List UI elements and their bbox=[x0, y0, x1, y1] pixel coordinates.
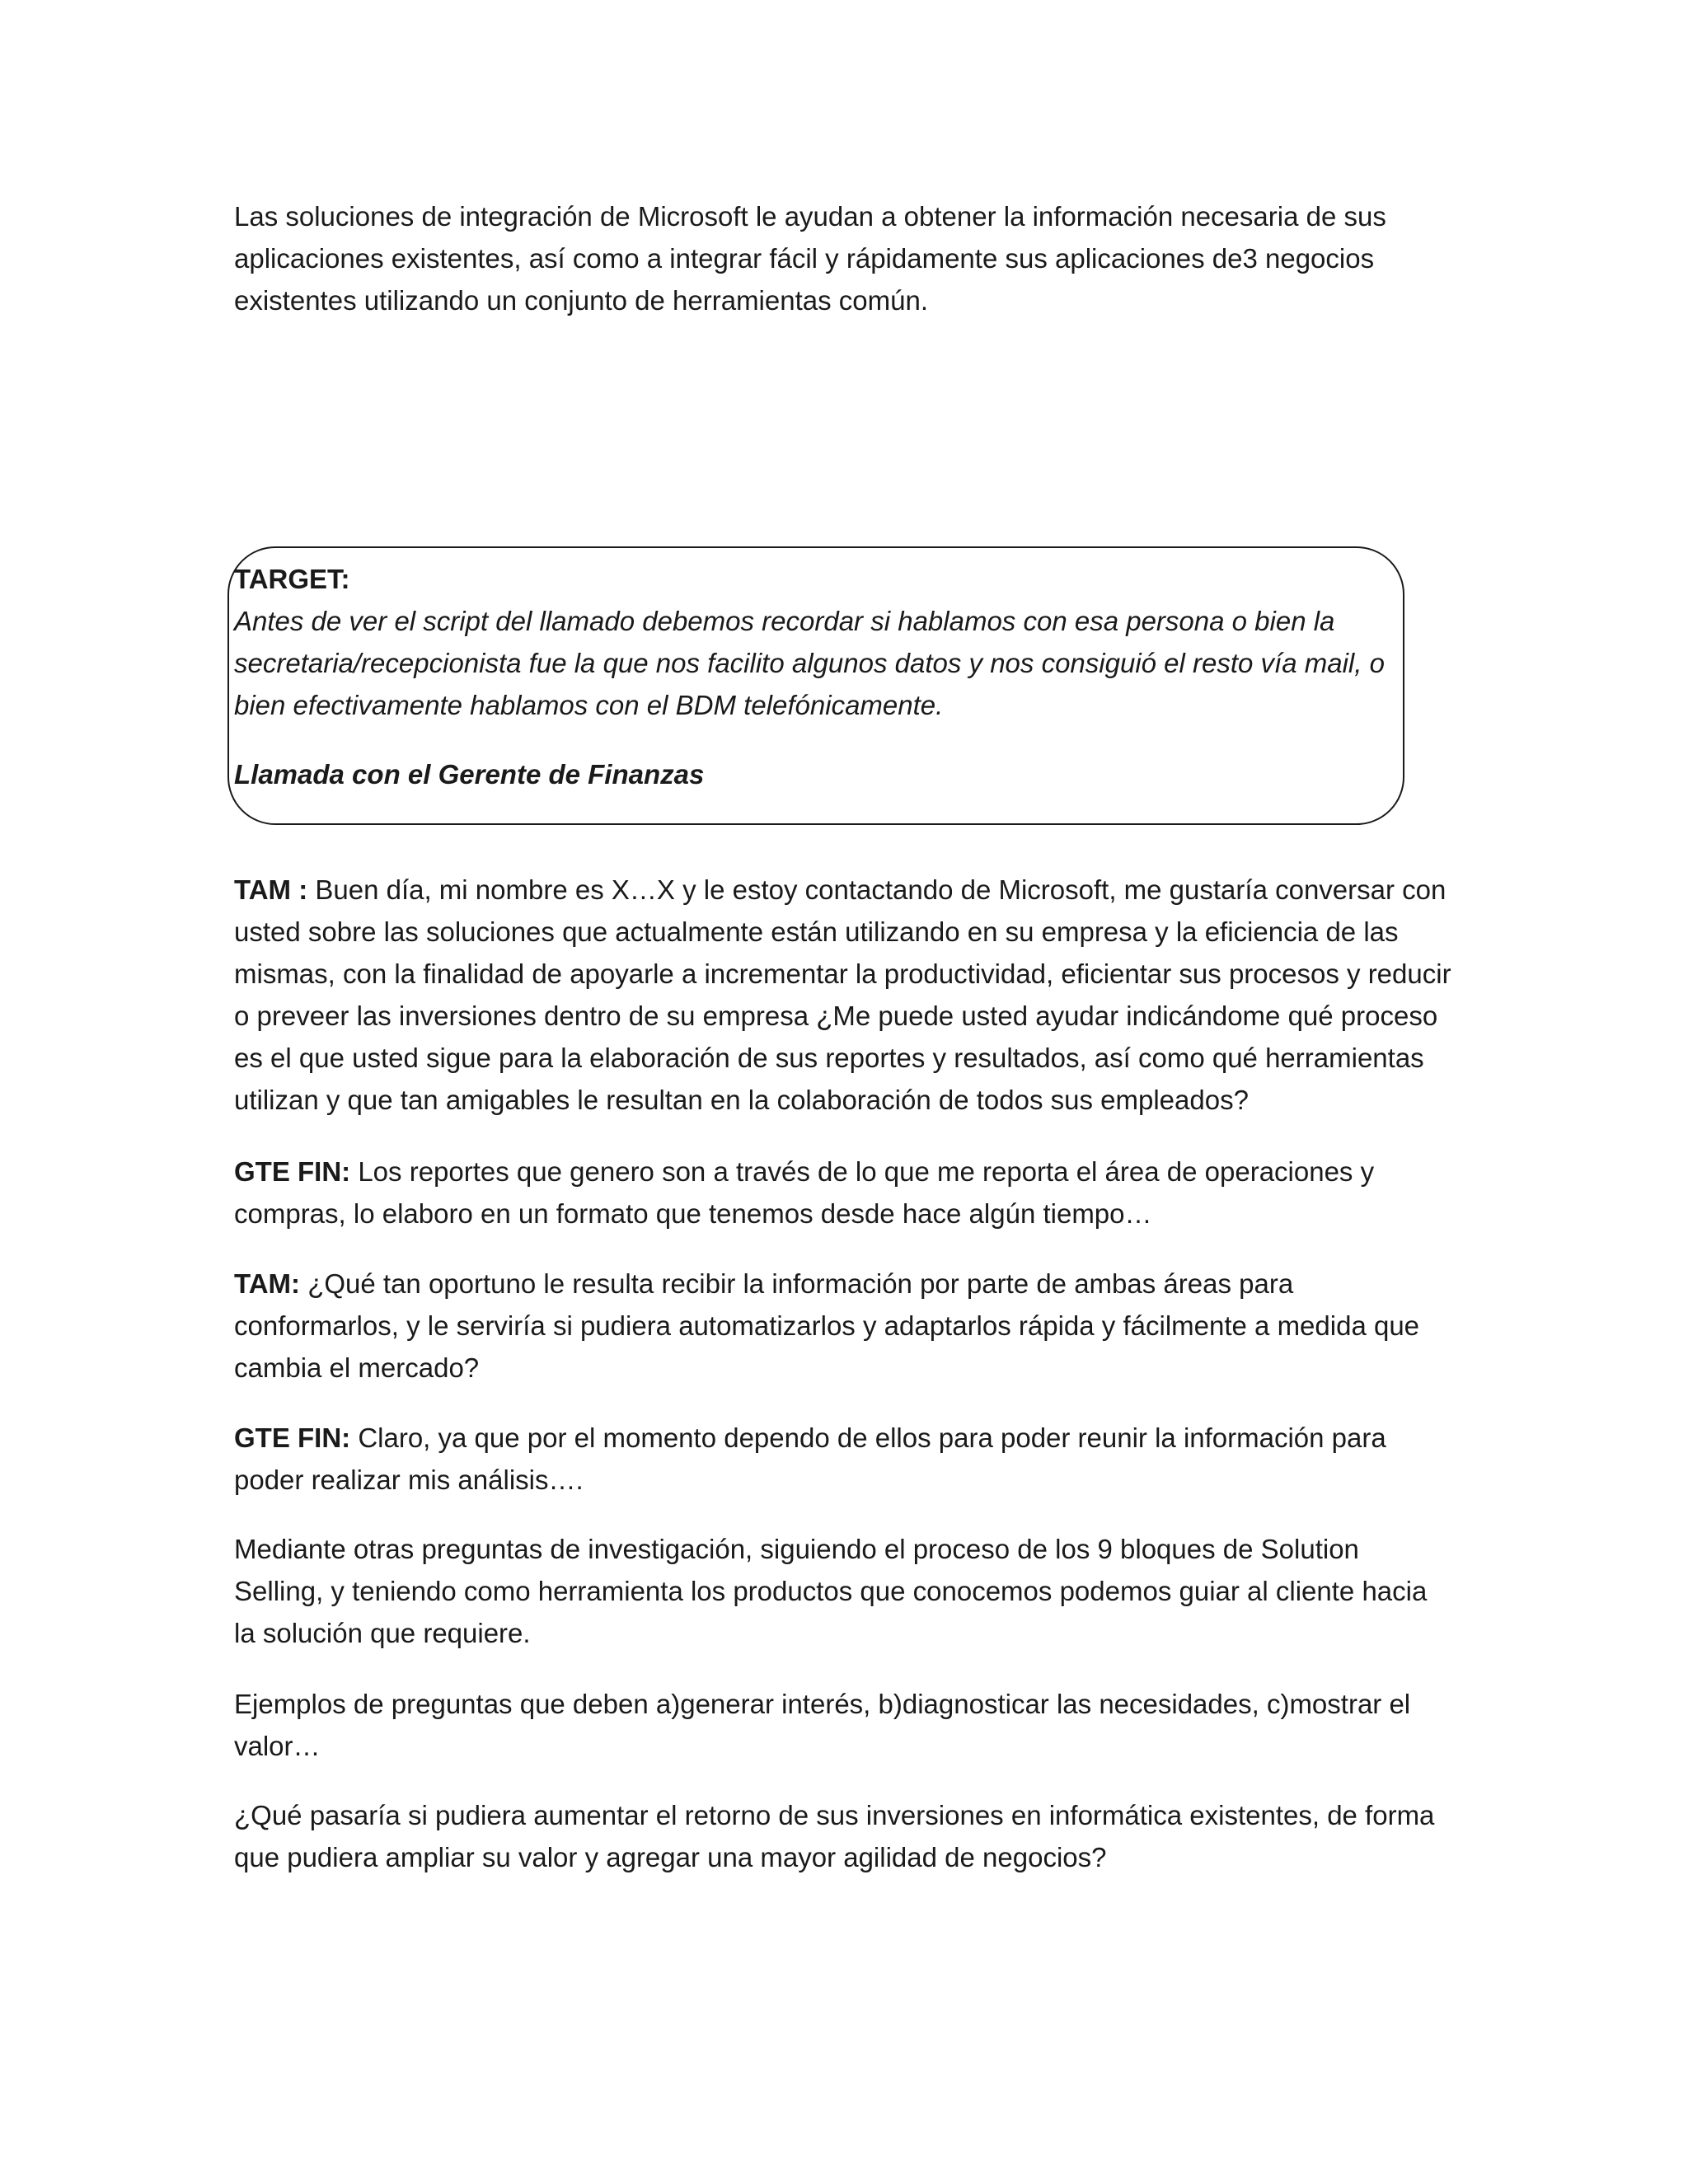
dialogue-text: Buen día, mi nombre es X…X y le estoy contactando de Microsoft, me gustaría conversar con usted sobre las soluciones que actualmente están utilizando en su empresa y la eficiencia de las mismas, con la finalidad de apoyarle a incrementar la productividad, eficientar sus procesos y reducir o preveer las inversiones dentro de su empresa ¿Me puede usted ayudar indicándome qué proceso es el que usted sigue para la elaboración de sus reportes y resultados, así como qué herramientas utilizan y que tan amigables le resultan en la colaboración de todos sus empleados? bbox=[234, 874, 1451, 1115]
closing-paragraph-3: ¿Qué pasaría si pudiera aumentar el retorno de sus inversiones en informática existentes, de forma que pudiera ampliar su valor y agregar una mayor agilidad de negocios? bbox=[234, 1800, 1435, 1872]
call-title: Llamada con el Gerente de Finanzas bbox=[234, 759, 705, 790]
closing-paragraph-1: Mediante otras preguntas de investigación, siguiendo el proceso de los 9 bloques de Solution Selling, y teniendo como herramienta los productos que conocemos podemos guiar al cliente hacia la solución que requiere. bbox=[234, 1534, 1428, 1648]
dialogue-line-tam-2 bbox=[234, 1263, 1454, 1389]
intro-paragraph: Las soluciones de integración de Microsoft le ayudan a obtener la información necesaria de sus aplicaciones existentes, así como a integrar fácil y rápidamente sus aplicaciones de3 negocios existentes utilizando un conjunto de herramientas común. bbox=[234, 201, 1386, 316]
speaker-label: GTE FIN: bbox=[234, 1156, 351, 1187]
target-label: TARGET: bbox=[234, 564, 350, 594]
dialogue-line-gte-1 bbox=[234, 1151, 1454, 1235]
dialogue-line-tam-1 bbox=[234, 869, 1454, 1121]
dialogue-line-gte-2 bbox=[234, 1417, 1454, 1501]
speaker-label: GTE FIN: bbox=[234, 1422, 351, 1453]
speaker-label: TAM : bbox=[234, 874, 308, 905]
dialogue-text: ¿Qué tan oportuno le resulta recibir la información por parte de ambas áreas para conformarlos, y le serviría si pudiera automatizarlos y adaptarlos rápida y fácilmente a medida que cambia el mercado? bbox=[234, 1268, 1420, 1383]
dialogue-text: Los reportes que genero son a través de lo que me reporta el área de operaciones y compras, lo elaboro en un formato que tenemos desde hace algún tiempo… bbox=[234, 1156, 1375, 1229]
closing-paragraph-2: Ejemplos de preguntas que deben a)generar interés, b)diagnosticar las necesidades, c)mostrar el valor… bbox=[234, 1689, 1411, 1761]
dialogue-text: Claro, ya que por el momento dependo de ellos para poder reunir la información para poder realizar mis análisis…. bbox=[234, 1422, 1386, 1495]
target-note: Antes de ver el script del llamado debemos recordar si hablamos con esa persona o bien la secretaria/recepcionista fue la que nos facilito algunos datos y nos consiguió el resto vía mail, o bien efectivamente hablamos con el BDM telefónicamente. bbox=[234, 606, 1385, 720]
speaker-label: TAM: bbox=[234, 1268, 301, 1299]
